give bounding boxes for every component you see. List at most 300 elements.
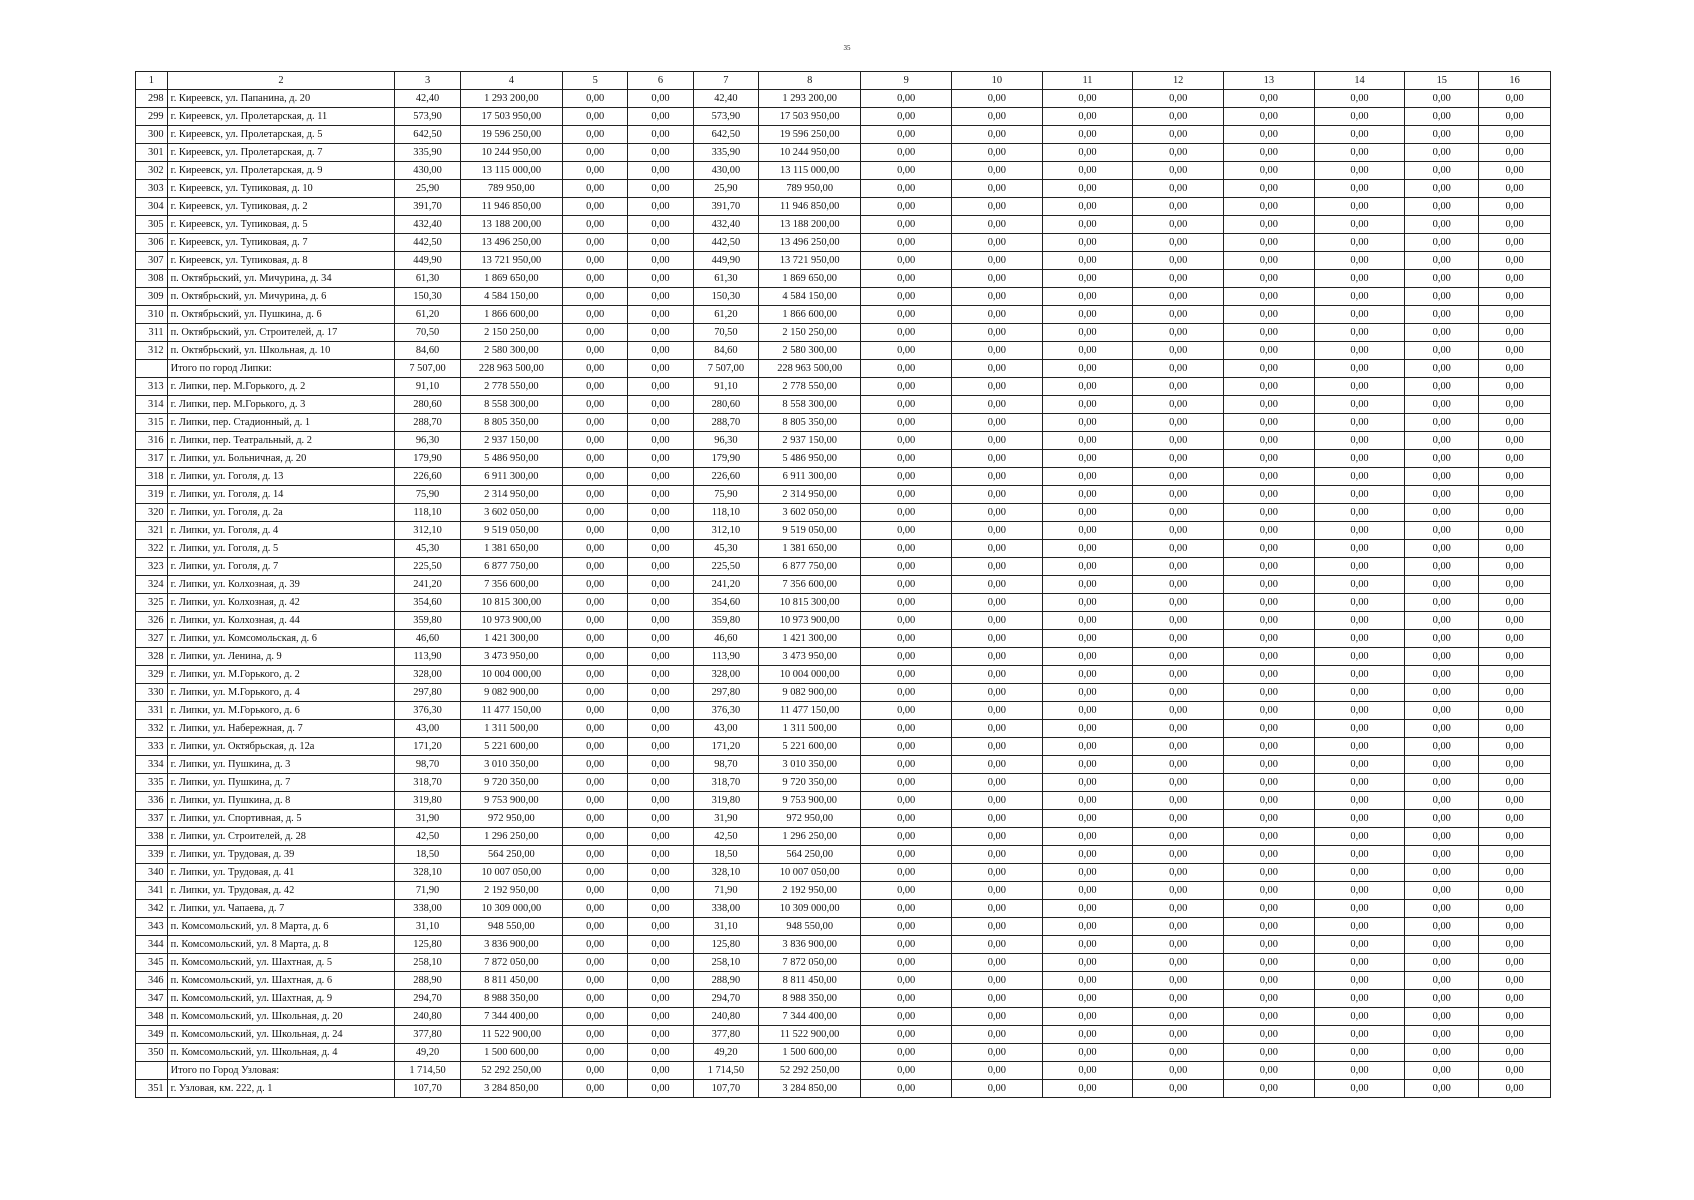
value-cell: 0,00 bbox=[1405, 270, 1479, 288]
value-cell: 0,00 bbox=[1314, 846, 1405, 864]
value-cell: 0,00 bbox=[861, 810, 952, 828]
value-cell: 430,00 bbox=[693, 162, 758, 180]
value-cell: 0,00 bbox=[1224, 1008, 1315, 1026]
address-cell: г. Киреевск, ул. Пролетарская, д. 5 bbox=[167, 126, 395, 144]
value-cell: 0,00 bbox=[1314, 954, 1405, 972]
value-cell: 0,00 bbox=[861, 702, 952, 720]
value-cell: 0,00 bbox=[628, 198, 693, 216]
address-cell: г. Липки, ул. Пушкина, д. 7 bbox=[167, 774, 395, 792]
table-row bbox=[136, 108, 1551, 126]
value-cell: 0,00 bbox=[952, 126, 1043, 144]
value-cell: 1 500 600,00 bbox=[759, 1044, 861, 1062]
value-cell: 0,00 bbox=[1314, 108, 1405, 126]
table-row bbox=[136, 918, 1551, 936]
value-cell: 0,00 bbox=[1042, 198, 1133, 216]
column-header: 11 bbox=[1042, 72, 1133, 90]
value-cell: 0,00 bbox=[1042, 846, 1133, 864]
value-cell: 318,70 bbox=[395, 774, 460, 792]
value-cell: 0,00 bbox=[628, 1062, 693, 1080]
value-cell: 359,80 bbox=[693, 612, 758, 630]
value-cell: 5 221 600,00 bbox=[759, 738, 861, 756]
value-cell: 0,00 bbox=[861, 846, 952, 864]
row-number-cell: 351 bbox=[136, 1080, 168, 1098]
value-cell: 288,90 bbox=[693, 972, 758, 990]
value-cell: 0,00 bbox=[1479, 252, 1551, 270]
value-cell: 3 284 850,00 bbox=[460, 1080, 562, 1098]
value-cell: 0,00 bbox=[952, 270, 1043, 288]
value-cell: 0,00 bbox=[952, 450, 1043, 468]
address-cell: г. Липки, ул. Пушкина, д. 8 bbox=[167, 792, 395, 810]
value-cell: 312,10 bbox=[693, 522, 758, 540]
value-cell: 0,00 bbox=[562, 450, 627, 468]
table-row bbox=[136, 198, 1551, 216]
address-cell: г. Липки, пер. М.Горького, д. 3 bbox=[167, 396, 395, 414]
value-cell: 0,00 bbox=[628, 720, 693, 738]
value-cell: 0,00 bbox=[861, 558, 952, 576]
value-cell: 6 877 750,00 bbox=[460, 558, 562, 576]
value-cell: 0,00 bbox=[1133, 342, 1224, 360]
row-number-cell: 312 bbox=[136, 342, 168, 360]
value-cell: 0,00 bbox=[1479, 180, 1551, 198]
value-cell: 0,00 bbox=[1479, 558, 1551, 576]
value-cell: 3 836 900,00 bbox=[460, 936, 562, 954]
value-cell: 0,00 bbox=[1314, 90, 1405, 108]
value-cell: 0,00 bbox=[1405, 144, 1479, 162]
table-row bbox=[136, 954, 1551, 972]
value-cell: 0,00 bbox=[1405, 576, 1479, 594]
value-cell: 10 309 000,00 bbox=[759, 900, 861, 918]
value-cell: 2 192 950,00 bbox=[460, 882, 562, 900]
value-cell: 0,00 bbox=[628, 468, 693, 486]
value-cell: 7 872 050,00 bbox=[759, 954, 861, 972]
value-cell: 8 811 450,00 bbox=[460, 972, 562, 990]
value-cell: 0,00 bbox=[1405, 900, 1479, 918]
value-cell: 948 550,00 bbox=[460, 918, 562, 936]
value-cell: 0,00 bbox=[1314, 738, 1405, 756]
value-cell: 391,70 bbox=[693, 198, 758, 216]
value-cell: 0,00 bbox=[952, 324, 1043, 342]
value-cell: 319,80 bbox=[693, 792, 758, 810]
value-cell: 0,00 bbox=[1042, 1026, 1133, 1044]
value-cell: 0,00 bbox=[1042, 558, 1133, 576]
value-cell: 0,00 bbox=[1314, 342, 1405, 360]
value-cell: 0,00 bbox=[861, 1026, 952, 1044]
value-cell: 0,00 bbox=[1314, 648, 1405, 666]
value-cell: 0,00 bbox=[562, 738, 627, 756]
value-cell: 442,50 bbox=[395, 234, 460, 252]
value-cell: 0,00 bbox=[628, 396, 693, 414]
value-cell: 8 805 350,00 bbox=[460, 414, 562, 432]
value-cell: 0,00 bbox=[1042, 360, 1133, 378]
value-cell: 179,90 bbox=[693, 450, 758, 468]
value-cell: 0,00 bbox=[1479, 720, 1551, 738]
value-cell: 0,00 bbox=[562, 612, 627, 630]
value-cell: 0,00 bbox=[1042, 126, 1133, 144]
value-cell: 1 500 600,00 bbox=[460, 1044, 562, 1062]
value-cell: 171,20 bbox=[395, 738, 460, 756]
row-number-cell: 309 bbox=[136, 288, 168, 306]
row-number-cell: 341 bbox=[136, 882, 168, 900]
value-cell: 7 344 400,00 bbox=[460, 1008, 562, 1026]
value-cell: 0,00 bbox=[562, 882, 627, 900]
value-cell: 0,00 bbox=[1479, 432, 1551, 450]
table-row bbox=[136, 720, 1551, 738]
table-row bbox=[136, 504, 1551, 522]
value-cell: 0,00 bbox=[1405, 954, 1479, 972]
address-cell: Итого по Город Узловая: bbox=[167, 1062, 395, 1080]
value-cell: 1 866 600,00 bbox=[759, 306, 861, 324]
value-cell: 0,00 bbox=[1405, 594, 1479, 612]
address-cell: г. Липки, ул. Больничная, д. 20 bbox=[167, 450, 395, 468]
value-cell: 0,00 bbox=[1042, 648, 1133, 666]
value-cell: 0,00 bbox=[562, 828, 627, 846]
value-cell: 9 082 900,00 bbox=[460, 684, 562, 702]
value-cell: 0,00 bbox=[1133, 1044, 1224, 1062]
value-cell: 0,00 bbox=[1224, 864, 1315, 882]
value-cell: 0,00 bbox=[562, 288, 627, 306]
address-cell: Итого по город Липки: bbox=[167, 360, 395, 378]
value-cell: 0,00 bbox=[628, 450, 693, 468]
row-number-cell: 342 bbox=[136, 900, 168, 918]
value-cell: 91,10 bbox=[395, 378, 460, 396]
value-cell: 3 010 350,00 bbox=[759, 756, 861, 774]
value-cell: 8 988 350,00 bbox=[759, 990, 861, 1008]
value-cell: 0,00 bbox=[562, 594, 627, 612]
value-cell: 0,00 bbox=[1314, 468, 1405, 486]
value-cell: 10 007 050,00 bbox=[460, 864, 562, 882]
value-cell: 0,00 bbox=[861, 234, 952, 252]
value-cell: 642,50 bbox=[693, 126, 758, 144]
value-cell: 0,00 bbox=[628, 252, 693, 270]
row-number-cell: 346 bbox=[136, 972, 168, 990]
value-cell: 0,00 bbox=[1405, 684, 1479, 702]
value-cell: 0,00 bbox=[1479, 1062, 1551, 1080]
value-cell: 0,00 bbox=[952, 378, 1043, 396]
value-cell: 0,00 bbox=[1133, 1080, 1224, 1098]
value-cell: 0,00 bbox=[562, 252, 627, 270]
value-cell: 0,00 bbox=[1042, 522, 1133, 540]
value-cell: 376,30 bbox=[693, 702, 758, 720]
value-cell: 0,00 bbox=[1133, 936, 1224, 954]
value-cell: 0,00 bbox=[1479, 162, 1551, 180]
value-cell: 0,00 bbox=[1224, 810, 1315, 828]
value-cell: 0,00 bbox=[628, 900, 693, 918]
row-number-cell: 326 bbox=[136, 612, 168, 630]
value-cell: 0,00 bbox=[1314, 558, 1405, 576]
value-cell: 0,00 bbox=[1042, 468, 1133, 486]
address-cell: г. Киреевск, ул. Тупиковая, д. 10 bbox=[167, 180, 395, 198]
value-cell: 0,00 bbox=[952, 990, 1043, 1008]
value-cell: 338,00 bbox=[395, 900, 460, 918]
value-cell: 0,00 bbox=[952, 1062, 1043, 1080]
value-cell: 0,00 bbox=[952, 396, 1043, 414]
table-row bbox=[136, 810, 1551, 828]
value-cell: 31,90 bbox=[693, 810, 758, 828]
value-cell: 0,00 bbox=[952, 666, 1043, 684]
value-cell: 1 421 300,00 bbox=[759, 630, 861, 648]
row-number-cell: 325 bbox=[136, 594, 168, 612]
value-cell: 0,00 bbox=[1042, 918, 1133, 936]
value-cell: 42,40 bbox=[693, 90, 758, 108]
value-cell: 0,00 bbox=[1133, 270, 1224, 288]
value-cell: 84,60 bbox=[395, 342, 460, 360]
value-cell: 0,00 bbox=[562, 558, 627, 576]
value-cell: 0,00 bbox=[628, 630, 693, 648]
value-cell: 0,00 bbox=[1133, 756, 1224, 774]
value-cell: 294,70 bbox=[693, 990, 758, 1008]
value-cell: 0,00 bbox=[562, 162, 627, 180]
value-cell: 0,00 bbox=[628, 666, 693, 684]
value-cell: 0,00 bbox=[1133, 738, 1224, 756]
value-cell: 9 753 900,00 bbox=[759, 792, 861, 810]
value-cell: 1 311 500,00 bbox=[460, 720, 562, 738]
value-cell: 0,00 bbox=[562, 378, 627, 396]
value-cell: 0,00 bbox=[952, 756, 1043, 774]
table-row bbox=[136, 630, 1551, 648]
value-cell: 0,00 bbox=[861, 216, 952, 234]
value-cell: 0,00 bbox=[1224, 612, 1315, 630]
table-row bbox=[136, 540, 1551, 558]
value-cell: 0,00 bbox=[628, 918, 693, 936]
value-cell: 49,20 bbox=[395, 1044, 460, 1062]
value-cell: 0,00 bbox=[1042, 936, 1133, 954]
value-cell: 61,20 bbox=[395, 306, 460, 324]
table-row bbox=[136, 486, 1551, 504]
value-cell: 0,00 bbox=[861, 522, 952, 540]
value-cell: 0,00 bbox=[1405, 828, 1479, 846]
row-number-cell: 303 bbox=[136, 180, 168, 198]
value-cell: 0,00 bbox=[1042, 1044, 1133, 1062]
value-cell: 8 988 350,00 bbox=[460, 990, 562, 1008]
row-number-cell: 344 bbox=[136, 936, 168, 954]
value-cell: 0,00 bbox=[562, 702, 627, 720]
value-cell: 0,00 bbox=[628, 216, 693, 234]
address-cell: п. Комсомольский, ул. 8 Марта, д. 6 bbox=[167, 918, 395, 936]
value-cell: 125,80 bbox=[693, 936, 758, 954]
value-cell: 13 721 950,00 bbox=[460, 252, 562, 270]
value-cell: 0,00 bbox=[1224, 540, 1315, 558]
value-cell: 0,00 bbox=[1314, 972, 1405, 990]
table-row bbox=[136, 576, 1551, 594]
value-cell: 0,00 bbox=[1224, 324, 1315, 342]
value-cell: 7 507,00 bbox=[693, 360, 758, 378]
value-cell: 0,00 bbox=[952, 720, 1043, 738]
value-cell: 13 496 250,00 bbox=[759, 234, 861, 252]
address-cell: г. Липки, пер. М.Горького, д. 2 bbox=[167, 378, 395, 396]
row-number-cell: 322 bbox=[136, 540, 168, 558]
value-cell: 0,00 bbox=[861, 1080, 952, 1098]
value-cell: 3 010 350,00 bbox=[460, 756, 562, 774]
value-cell: 0,00 bbox=[1042, 1080, 1133, 1098]
value-cell: 0,00 bbox=[1042, 144, 1133, 162]
value-cell: 0,00 bbox=[1405, 972, 1479, 990]
table-row bbox=[136, 216, 1551, 234]
value-cell: 225,50 bbox=[395, 558, 460, 576]
value-cell: 288,90 bbox=[395, 972, 460, 990]
value-cell: 0,00 bbox=[628, 972, 693, 990]
table-row bbox=[136, 468, 1551, 486]
value-cell: 0,00 bbox=[628, 594, 693, 612]
value-cell: 70,50 bbox=[395, 324, 460, 342]
value-cell: 0,00 bbox=[628, 306, 693, 324]
value-cell: 0,00 bbox=[1314, 414, 1405, 432]
value-cell: 0,00 bbox=[1042, 432, 1133, 450]
value-cell: 0,00 bbox=[562, 414, 627, 432]
value-cell: 0,00 bbox=[1479, 126, 1551, 144]
address-cell: г. Липки, ул. Гоголя, д. 7 bbox=[167, 558, 395, 576]
value-cell: 0,00 bbox=[861, 666, 952, 684]
value-cell: 0,00 bbox=[952, 882, 1043, 900]
value-cell: 0,00 bbox=[1224, 306, 1315, 324]
value-cell: 0,00 bbox=[628, 774, 693, 792]
value-cell: 0,00 bbox=[1405, 1008, 1479, 1026]
value-cell: 3 473 950,00 bbox=[759, 648, 861, 666]
value-cell: 0,00 bbox=[1314, 1008, 1405, 1026]
value-cell: 0,00 bbox=[1479, 468, 1551, 486]
value-cell: 9 753 900,00 bbox=[460, 792, 562, 810]
value-cell: 297,80 bbox=[693, 684, 758, 702]
value-cell: 377,80 bbox=[395, 1026, 460, 1044]
table-row bbox=[136, 558, 1551, 576]
value-cell: 0,00 bbox=[1314, 450, 1405, 468]
row-number-cell: 348 bbox=[136, 1008, 168, 1026]
address-cell: п. Комсомольский, ул. Школьная, д. 24 bbox=[167, 1026, 395, 1044]
value-cell: 0,00 bbox=[1224, 1026, 1315, 1044]
value-cell: 9 720 350,00 bbox=[759, 774, 861, 792]
value-cell: 0,00 bbox=[1224, 756, 1315, 774]
row-number-cell: 318 bbox=[136, 468, 168, 486]
value-cell: 0,00 bbox=[1224, 936, 1315, 954]
value-cell: 8 558 300,00 bbox=[759, 396, 861, 414]
value-cell: 0,00 bbox=[628, 432, 693, 450]
value-cell: 0,00 bbox=[861, 198, 952, 216]
value-cell: 75,90 bbox=[693, 486, 758, 504]
value-cell: 0,00 bbox=[1224, 252, 1315, 270]
address-cell: п. Октябрьский, ул. Мичурина, д. 6 bbox=[167, 288, 395, 306]
value-cell: 0,00 bbox=[1314, 324, 1405, 342]
value-cell: 288,70 bbox=[693, 414, 758, 432]
value-cell: 0,00 bbox=[952, 522, 1043, 540]
table-row bbox=[136, 594, 1551, 612]
value-cell: 0,00 bbox=[952, 864, 1043, 882]
value-cell: 0,00 bbox=[952, 648, 1043, 666]
value-cell: 0,00 bbox=[952, 504, 1043, 522]
address-cell: г. Липки, ул. Гоголя, д. 4 bbox=[167, 522, 395, 540]
value-cell: 0,00 bbox=[1314, 378, 1405, 396]
address-cell: г. Киреевск, ул. Тупиковая, д. 2 bbox=[167, 198, 395, 216]
value-cell: 8 811 450,00 bbox=[759, 972, 861, 990]
value-cell: 0,00 bbox=[1224, 504, 1315, 522]
value-cell: 0,00 bbox=[952, 360, 1043, 378]
value-cell: 2 778 550,00 bbox=[759, 378, 861, 396]
value-cell: 0,00 bbox=[1314, 720, 1405, 738]
value-cell: 0,00 bbox=[1405, 198, 1479, 216]
column-header: 9 bbox=[861, 72, 952, 90]
value-cell: 0,00 bbox=[1479, 504, 1551, 522]
value-cell: 0,00 bbox=[952, 828, 1043, 846]
value-cell: 0,00 bbox=[1133, 396, 1224, 414]
value-cell: 0,00 bbox=[1042, 90, 1133, 108]
value-cell: 0,00 bbox=[1314, 756, 1405, 774]
value-cell: 49,20 bbox=[693, 1044, 758, 1062]
value-cell: 0,00 bbox=[1314, 396, 1405, 414]
value-cell: 432,40 bbox=[395, 216, 460, 234]
value-cell: 0,00 bbox=[562, 936, 627, 954]
value-cell: 45,30 bbox=[395, 540, 460, 558]
value-cell: 0,00 bbox=[1042, 108, 1133, 126]
value-cell: 0,00 bbox=[628, 828, 693, 846]
address-cell: г. Липки, пер. Стадионный, д. 1 bbox=[167, 414, 395, 432]
value-cell: 0,00 bbox=[1479, 486, 1551, 504]
value-cell: 0,00 bbox=[1314, 1026, 1405, 1044]
value-cell: 0,00 bbox=[562, 576, 627, 594]
value-cell: 1 714,50 bbox=[395, 1062, 460, 1080]
value-cell: 0,00 bbox=[1479, 882, 1551, 900]
value-cell: 318,70 bbox=[693, 774, 758, 792]
address-cell: г. Липки, пер. Театральный, д. 2 bbox=[167, 432, 395, 450]
value-cell: 171,20 bbox=[693, 738, 758, 756]
value-cell: 1 866 600,00 bbox=[460, 306, 562, 324]
value-cell: 0,00 bbox=[1479, 270, 1551, 288]
value-cell: 972 950,00 bbox=[460, 810, 562, 828]
value-cell: 0,00 bbox=[952, 576, 1043, 594]
value-cell: 328,10 bbox=[395, 864, 460, 882]
column-header: 8 bbox=[759, 72, 861, 90]
value-cell: 0,00 bbox=[1224, 396, 1315, 414]
value-cell: 0,00 bbox=[1479, 774, 1551, 792]
value-cell: 125,80 bbox=[395, 936, 460, 954]
value-cell: 241,20 bbox=[395, 576, 460, 594]
value-cell: 789 950,00 bbox=[759, 180, 861, 198]
value-cell: 0,00 bbox=[1224, 1080, 1315, 1098]
value-cell: 1 296 250,00 bbox=[759, 828, 861, 846]
value-cell: 0,00 bbox=[562, 918, 627, 936]
value-cell: 0,00 bbox=[562, 540, 627, 558]
column-header: 7 bbox=[693, 72, 758, 90]
value-cell: 0,00 bbox=[1314, 792, 1405, 810]
value-cell: 0,00 bbox=[1133, 126, 1224, 144]
value-cell: 0,00 bbox=[1133, 450, 1224, 468]
value-cell: 6 911 300,00 bbox=[460, 468, 562, 486]
address-cell: п. Комсомольский, ул. Школьная, д. 4 bbox=[167, 1044, 395, 1062]
value-cell: 118,10 bbox=[693, 504, 758, 522]
row-number-cell: 327 bbox=[136, 630, 168, 648]
value-cell: 228 963 500,00 bbox=[759, 360, 861, 378]
value-cell: 0,00 bbox=[1224, 720, 1315, 738]
value-cell: 0,00 bbox=[1042, 630, 1133, 648]
value-cell: 0,00 bbox=[1133, 468, 1224, 486]
value-cell: 0,00 bbox=[1133, 234, 1224, 252]
value-cell: 0,00 bbox=[562, 432, 627, 450]
address-cell: г. Липки, ул. Комсомольская, д. 6 bbox=[167, 630, 395, 648]
column-header: 1 bbox=[136, 72, 168, 90]
value-cell: 0,00 bbox=[1405, 558, 1479, 576]
value-cell: 0,00 bbox=[1133, 882, 1224, 900]
table-row bbox=[136, 396, 1551, 414]
value-cell: 0,00 bbox=[952, 90, 1043, 108]
table-row bbox=[136, 522, 1551, 540]
value-cell: 0,00 bbox=[1405, 288, 1479, 306]
value-cell: 0,00 bbox=[1314, 882, 1405, 900]
value-cell: 0,00 bbox=[1133, 828, 1224, 846]
address-cell: п. Комсомольский, ул. Шахтная, д. 6 bbox=[167, 972, 395, 990]
value-cell: 11 946 850,00 bbox=[460, 198, 562, 216]
value-cell: 71,90 bbox=[693, 882, 758, 900]
value-cell: 0,00 bbox=[628, 126, 693, 144]
value-cell: 0,00 bbox=[1133, 684, 1224, 702]
value-cell: 0,00 bbox=[1314, 540, 1405, 558]
value-cell: 0,00 bbox=[952, 810, 1043, 828]
